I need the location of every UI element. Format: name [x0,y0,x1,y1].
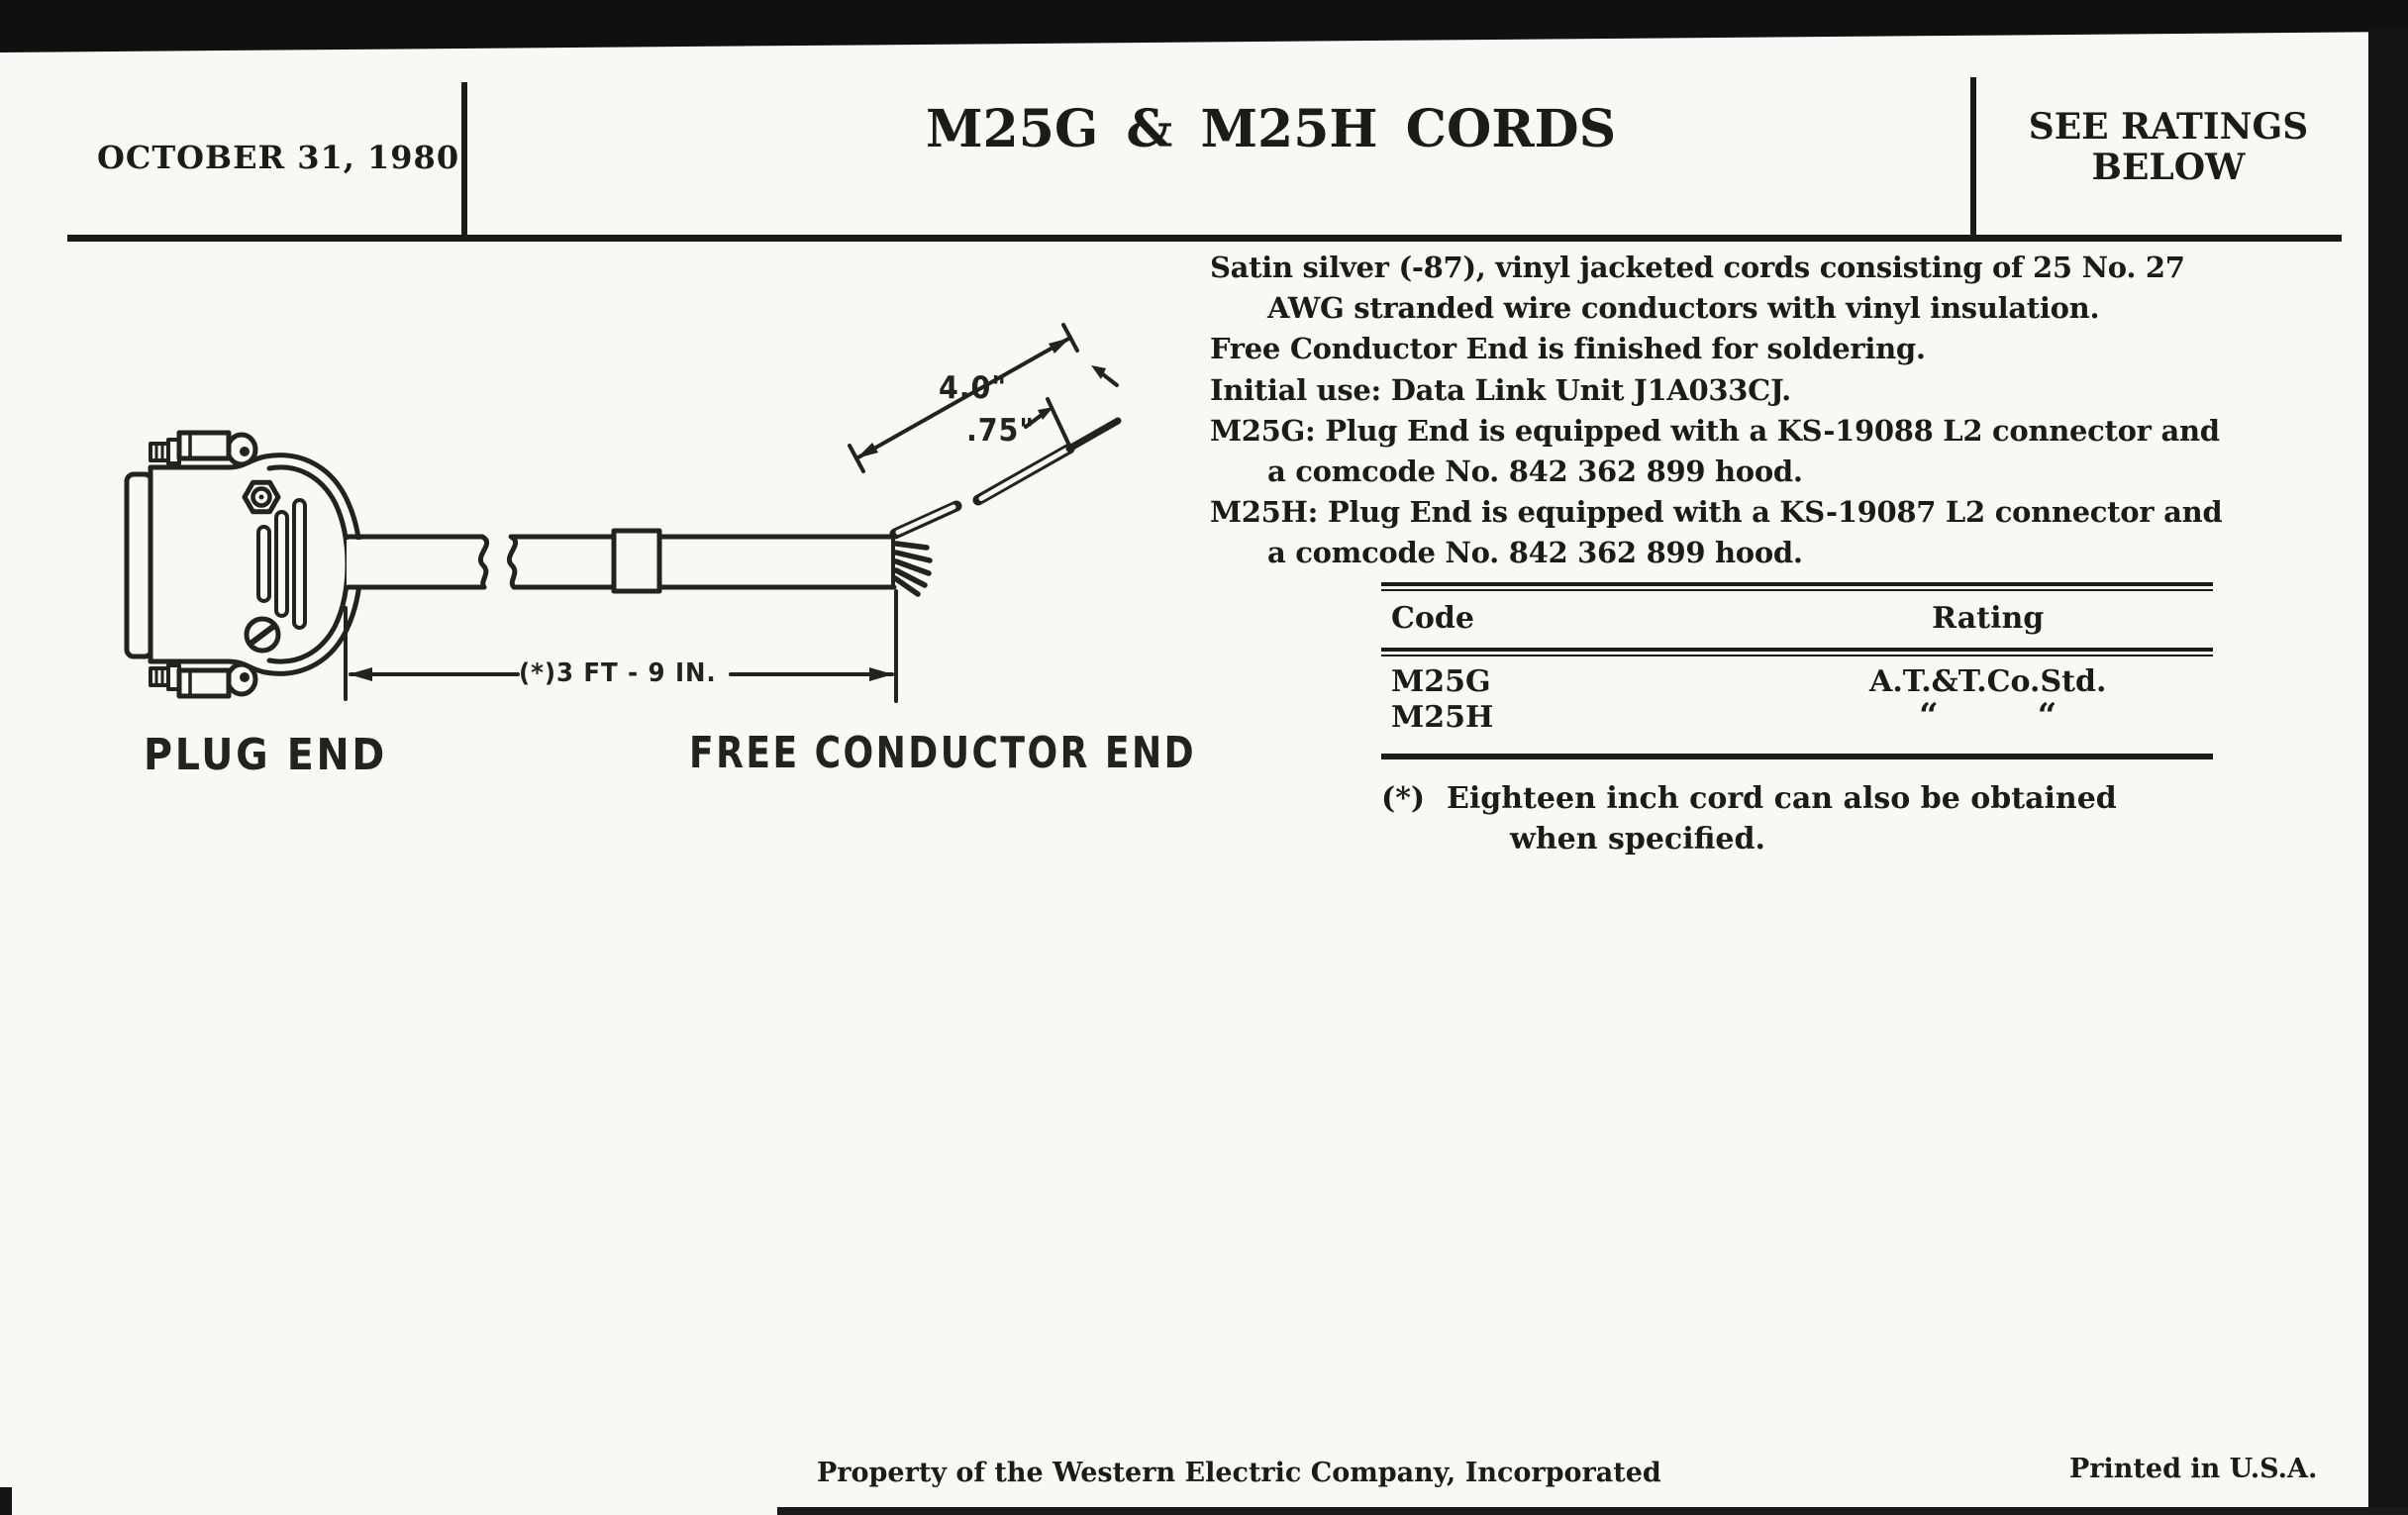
description-paragraph [1210,411,2222,491]
table-header-row [1381,591,2213,648]
table-row [1381,664,2213,700]
tip-dimension [1026,365,1117,448]
ditto-mark: “ [1919,696,1939,736]
table-cell-rating-ditto [1762,696,2213,736]
scan-edge-right [2368,30,2408,1515]
plug-end-label: PLUG END [144,730,387,780]
footnote-line1: Eighteen inch cord can also be obtained [1447,781,2117,816]
description-paragraph [1210,248,2222,328]
table-cell-rating: A.T.&T.Co.Std. [1869,664,2107,699]
ratings-table [1381,582,2213,759]
free-conductor-end-label: FREE CONDUCTOR END [689,728,1197,778]
description-line: a comcode No. 842 362 899 hood. [1267,535,1803,569]
table-cell-code: M25H [1391,700,1494,735]
footer-property-notice: Property of the Western Electric Company, Incorporated [817,1458,1661,1488]
description-line: M25G: Plug End is equipped with a KS-19088 L2 connector and [1210,414,2220,448]
description-line: a comcode No. 842 362 899 hood. [1267,454,1803,488]
conductor-length-dim-label: 4.0" [939,370,1008,406]
table-rule-mid [1381,648,2213,652]
scan-edge-corner [0,1487,12,1515]
description-line: Free Conductor End is finished for soldering. [1210,332,1926,365]
page-title: M25G & M25H CORDS [926,99,1617,159]
table-rule-top [1381,582,2213,586]
ratings-note-line2: BELOW [2091,147,2246,188]
table-rule-bottom [1381,754,2213,759]
footnote [1381,778,2117,859]
description-line: AWG stranded wire conductors with vinyl insulation. [1267,290,2100,325]
issue-date: OCTOBER 31, 1980 [97,139,460,176]
description-paragraph [1210,492,2222,572]
cable-drawing [347,531,930,594]
description-line: Initial use: Data Link Unit J1A033CJ. [1210,372,1791,407]
ratings-note-line1: SEE RATINGS [2028,106,2309,148]
table-row [1381,696,2213,736]
footnote-marker: (*) [1381,781,1426,816]
description-line: M25H: Plug End is equipped with a KS-19087 L2 connector and [1210,495,2223,529]
description-paragraph [1210,329,2222,369]
table-header-code: Code [1391,601,1474,636]
ditto-mark: “ [2037,696,2057,736]
description-paragraph [1210,370,2222,411]
cord-length-dim-label: (*)3 FT - 9 IN. [519,658,717,688]
footnote-line2: when specified. [1510,822,1765,857]
description-line: Satin silver (-87), vinyl jacketed cords consisting of 25 No. 27 [1210,251,2185,284]
scan-edge-bottom [777,1507,2408,1515]
table-cell-code: M25G [1391,664,1491,699]
plug-connector-drawing [127,433,360,696]
description-block [1210,248,2222,573]
tip-length-dim-label: .75" [966,413,1036,449]
footer-printed-notice: Printed in U.S.A. [2069,1454,2318,1484]
table-header-rating: Rating [1932,601,2045,636]
